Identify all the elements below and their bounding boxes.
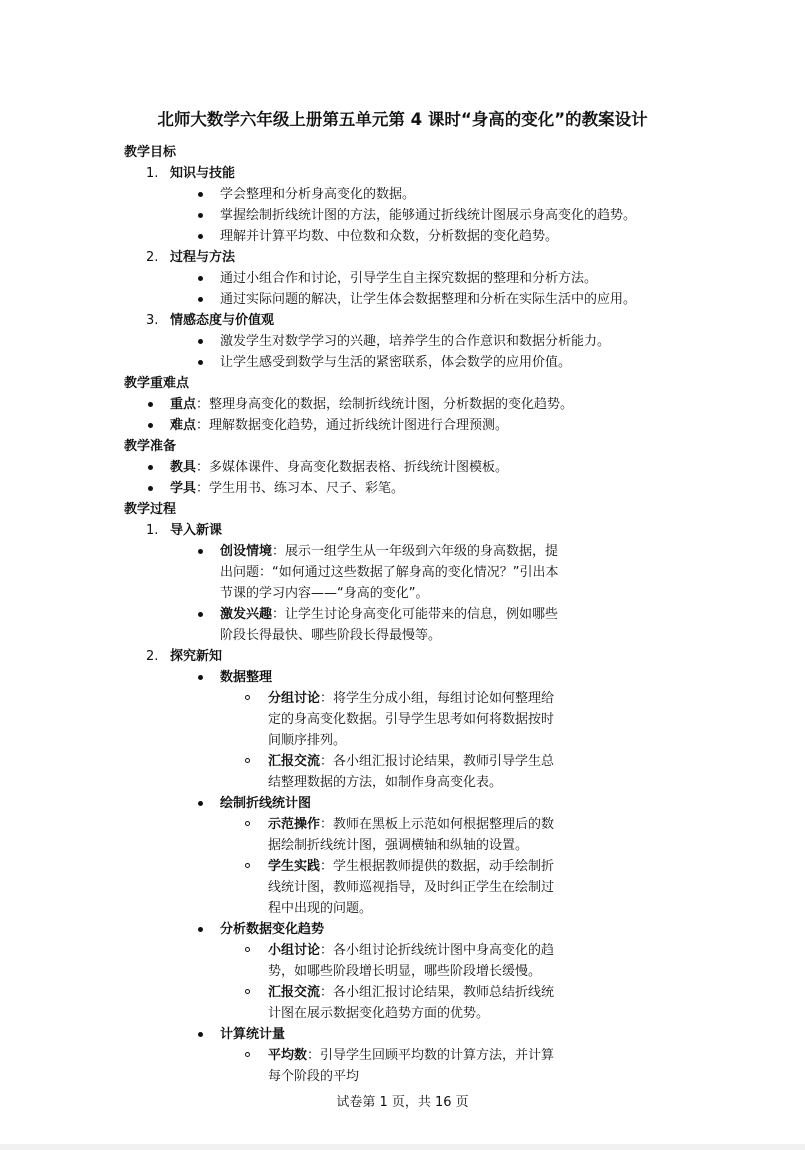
list-item: 激发兴趣：让学生讨论身高变化可能带来的信息，例如哪些阶段长得最快、哪些阶段长得最慢等。 bbox=[124, 604, 681, 646]
list-item: 平均数：引导学生回顾平均数的计算方法，并计算每个阶段的平均 bbox=[124, 1045, 681, 1087]
process-step: 1. 导入新课 bbox=[146, 523, 223, 538]
process-step: 2. 探究新知 bbox=[146, 649, 223, 664]
list-item: 汇报交流：各小组汇报讨论结果，教师引导学生总结整理数据的方法，如制作身高变化表。 bbox=[124, 751, 681, 793]
list-item: 掌握绘制折线统计图的方法，能够通过折线统计图展示身高变化的趋势。 bbox=[124, 205, 681, 226]
list-item: 学具：学生用书、练习本、尺子、彩笔。 bbox=[124, 478, 681, 499]
keypoints-list bbox=[124, 394, 681, 436]
objective-item: 3. 情感态度与价值观 bbox=[146, 313, 275, 328]
list-item: 分组讨论：将学生分成小组，每组讨论如何整理给定的身高变化数据。引导学生思考如何将数据按时间顺序排列。 bbox=[124, 688, 681, 751]
list-item: 让学生感受到数学与生活的紧密联系，体会数学的应用价值。 bbox=[124, 352, 681, 373]
section-heading-keypoints: 教学重难点 bbox=[124, 376, 190, 391]
list-item: 创设情境：展示一组学生从一年级到六年级的身高数据，提出问题：“如何通过这些数据了解身高的变化情况？”引出本节课的学习内容——“身高的变化”。 bbox=[124, 541, 681, 604]
objectives-list bbox=[124, 163, 681, 373]
list-item: 小组讨论：各小组讨论折线统计图中身高变化的趋势，如哪些阶段增长明显，哪些阶段增长缓慢。 bbox=[124, 940, 681, 982]
preparation-list bbox=[124, 457, 681, 499]
objective-item: 1. 知识与技能 bbox=[146, 166, 236, 181]
list-item: 激发学生对数学学习的兴趣，培养学生的合作意识和数据分析能力。 bbox=[124, 331, 681, 352]
page-title: 北师大数学六年级上册第五单元第 4 课时“身高的变化”的教案设计 bbox=[157, 110, 648, 129]
section-heading-process: 教学过程 bbox=[124, 502, 177, 517]
list-item: 教具：多媒体课件、身高变化数据表格、折线统计图模板。 bbox=[124, 457, 681, 478]
list-item: 通过小组合作和讨论，引导学生自主探究数据的整理和分析方法。 bbox=[124, 268, 681, 289]
list-item: 学会整理和分析身高变化的数据。 bbox=[124, 184, 681, 205]
section-heading-objectives: 教学目标 bbox=[124, 145, 177, 160]
list-item: 学生实践：学生根据教师提供的数据，动手绘制折线统计图，教师巡视指导，及时纠正学生在绘制过程中出现的问题。 bbox=[124, 856, 681, 919]
section-heading-preparation: 教学准备 bbox=[124, 439, 177, 454]
page-footer: 试卷第 1 页，共 16 页 bbox=[336, 1095, 469, 1110]
list-item: 绘制折线统计图 bbox=[124, 793, 681, 814]
list-item: 数据整理 bbox=[124, 667, 681, 688]
list-item: 分析数据变化趋势 bbox=[124, 919, 681, 940]
list-item: 通过实际问题的解决，让学生体会数据整理和分析在实际生活中的应用。 bbox=[124, 289, 681, 310]
list-item: 示范操作：教师在黑板上示范如何根据整理后的数据绘制折线统计图，强调横轴和纵轴的设置。 bbox=[124, 814, 681, 856]
list-item: 难点：理解数据变化趋势，通过折线统计图进行合理预测。 bbox=[124, 415, 681, 436]
list-item: 汇报交流：各小组汇报讨论结果，教师总结折线统计图在展示数据变化趋势方面的优势。 bbox=[124, 982, 681, 1024]
objective-item: 2. 过程与方法 bbox=[146, 250, 236, 265]
list-item: 重点：整理身高变化的数据，绘制折线统计图，分析数据的变化趋势。 bbox=[124, 394, 681, 415]
list-item: 计算统计量 bbox=[124, 1024, 681, 1045]
list-item: 理解并计算平均数、中位数和众数，分析数据的变化趋势。 bbox=[124, 226, 681, 247]
process-list bbox=[124, 520, 681, 1087]
